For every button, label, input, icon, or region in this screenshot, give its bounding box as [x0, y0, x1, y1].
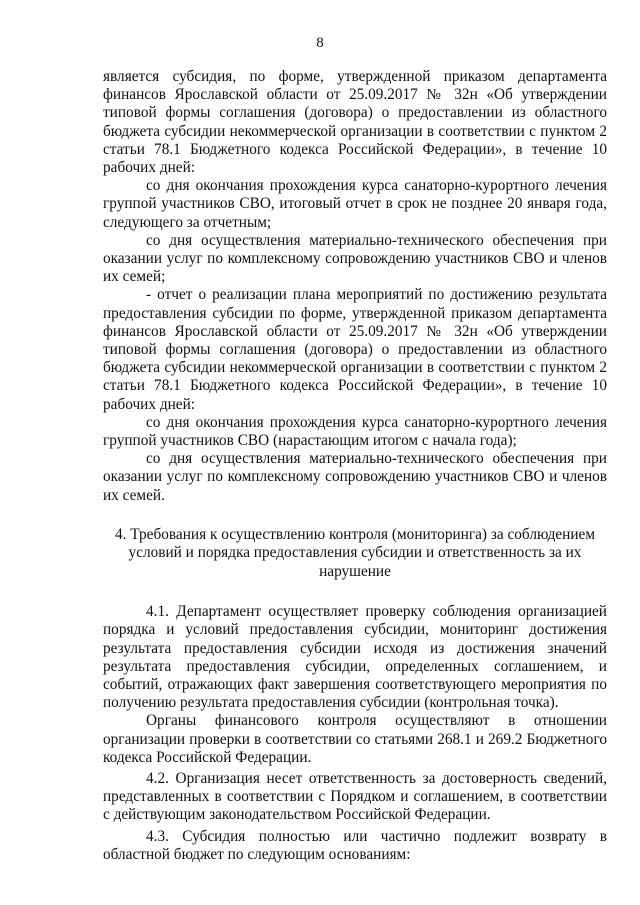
- paragraph-4-1: 4.1. Департамент осуществляет проверку соблюдения организацией порядка и условий предоставления субсидии, мониторинг достижения результата предоставления субсидии исходя из достижения значений результата предоставления субсидии, определенных соглашением, и событий, отражающих факт завершения соответствующего мероприятия по получению результата предоставления субсидии (контрольная точка).: [103, 603, 607, 712]
- paragraph-material-support: со дня осуществления материально-технического обеспечения при оказании услуг по комплексному сопровождению участников СВО и членов их семей;: [103, 231, 607, 286]
- paragraph-4-3: 4.3. Субсидия полностью или частично подлежит возврату в областной бюджет по следующим основаниям:: [103, 827, 607, 863]
- paragraph-financial-control: Органы финансового контроля осуществляют в отношении организации проверки в соответствии со статьями 268.1 и 269.2 Бюджетного кодекса Российской Федерации.: [103, 712, 607, 766]
- paragraph-sanatorium-final-report: со дня окончания прохождения курса санаторно-курортного лечения группой участников СВО, итоговый отчет в срок не позднее 20 января года, следующего за отчетным;: [103, 177, 607, 231]
- page-number: 8: [316, 35, 324, 51]
- paragraph-4-2: 4.2. Организация несет ответственность за достоверность сведений, представленных в соответствии с Порядком и соглашением, в соответствии с действующим законодательством Российской Федерации.: [103, 769, 607, 824]
- paragraph-report-form: является субсидия, по форме, утвержденной приказом департамента финансов Ярославской области от 25.09.2017 № 32н «Об утверждении типовой формы соглашения (договора) о предоставлении из областного бюджета субсидии некоммерческой организации в соответствии с пунктом 2 статьи 78.1 Бюджетного кодекса Российской Федерации», в течение 10 рабочих дней:: [103, 68, 607, 177]
- paragraph-material-support-end: со дня осуществления материально-технического обеспечения при оказании услуг по комплексному сопровождению участников СВО и членов их семей.: [103, 450, 607, 504]
- section-heading: 4. Требования к осуществлению контроля (мониторинга) за соблюдением условий и порядка предоставления субсидии и ответственность за их нарушение: [114, 525, 596, 580]
- document-body: [103, 68, 607, 864]
- paragraph-sanatorium-cumulative: со дня окончания прохождения курса санаторно-курортного лечения группой участников СВО (нарастающим итогом с начала года);: [103, 413, 607, 450]
- paragraph-plan-report: - отчет о реализации плана мероприятий по достижению результата предоставления субсидии по форме, утвержденной приказом департамента финансов Ярославской области от 25.09.2017 № 32н «Об утверждении типовой формы соглашения (договора) о предоставлении из областного бюджета субсидии некоммерческой организации в соответствии с пунктом 2 статьи 78.1 Бюджетного кодекса Российской Федерации», в течение 10 рабочих дней:: [103, 286, 607, 413]
